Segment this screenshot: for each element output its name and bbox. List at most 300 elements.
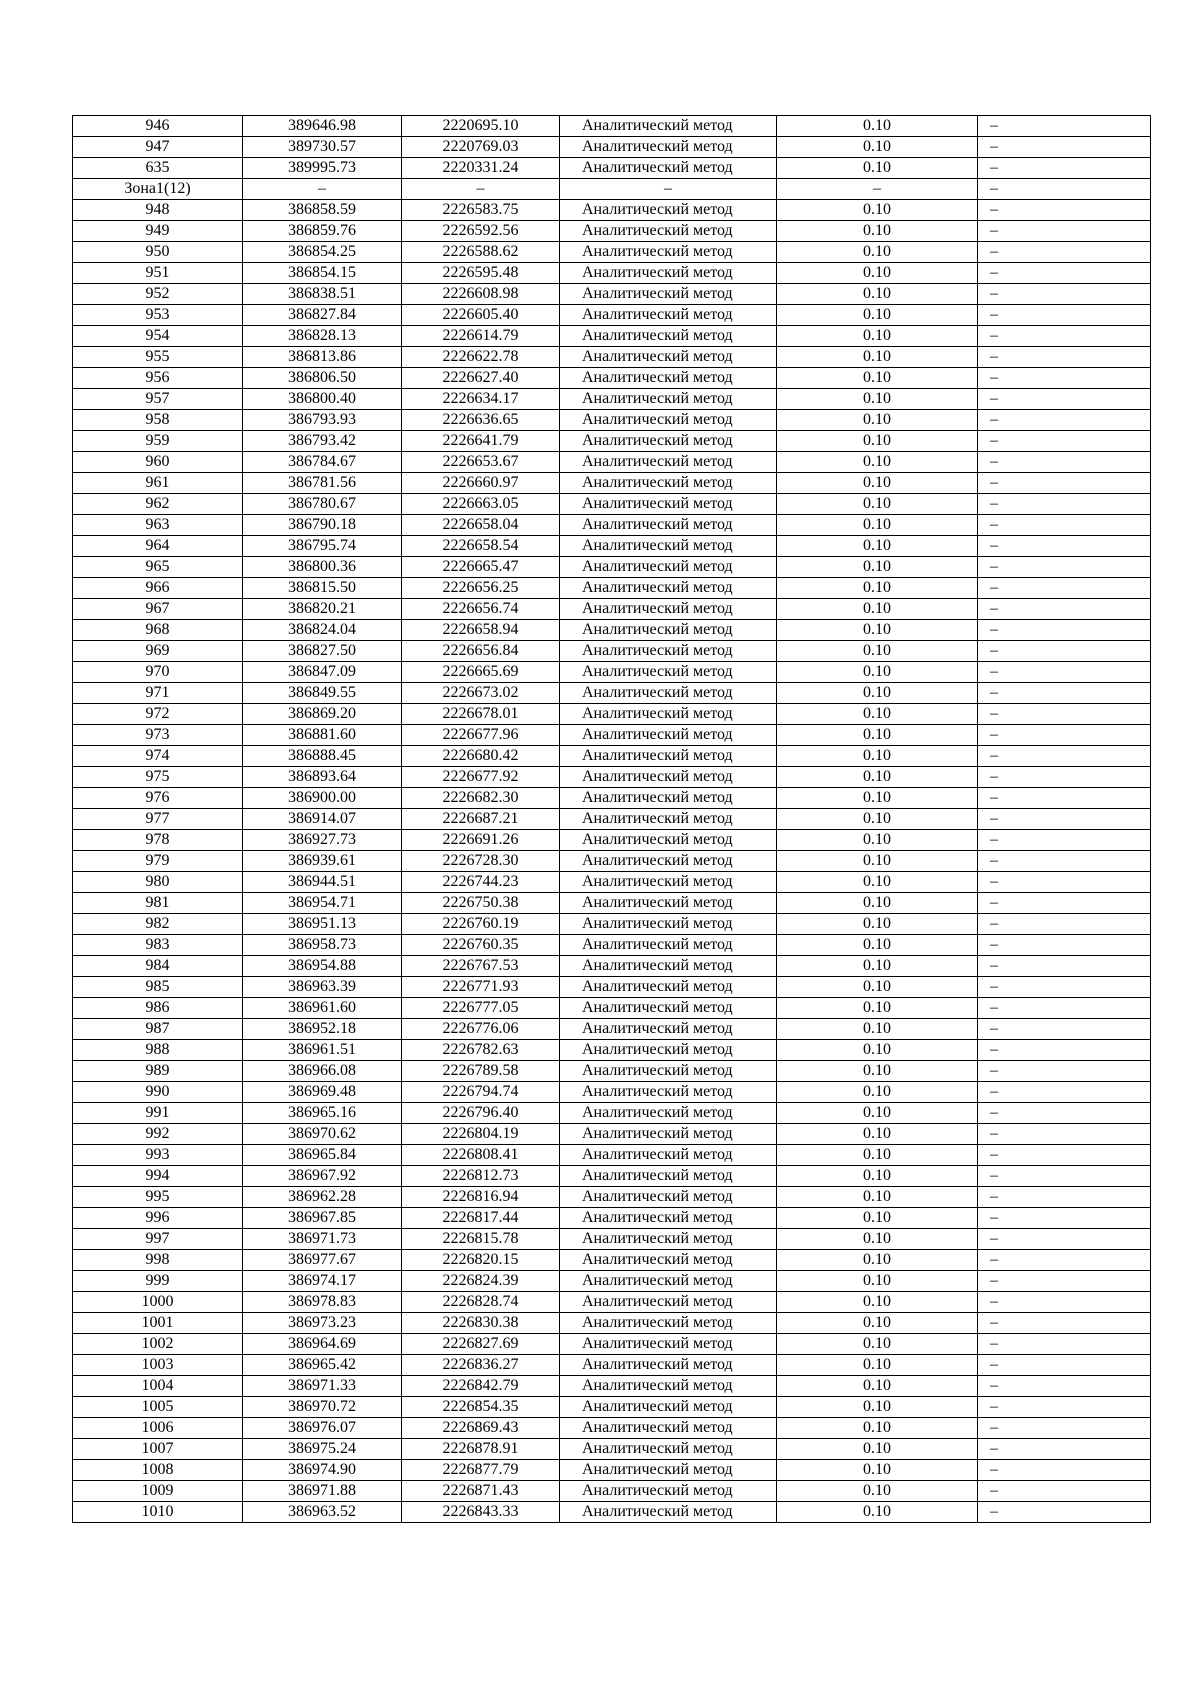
x-coordinate-cell: 386800.40 <box>243 389 402 410</box>
precision-cell: 0.10 <box>777 557 978 578</box>
x-coordinate-cell: 386914.07 <box>243 809 402 830</box>
point-number-cell: 952 <box>73 284 243 305</box>
method-cell: Аналитический метод <box>560 872 777 893</box>
precision-cell: 0.10 <box>777 1208 978 1229</box>
y-coordinate-cell: 2226777.05 <box>402 998 560 1019</box>
table-row <box>73 1187 1151 1208</box>
point-number-cell: 962 <box>73 494 243 515</box>
x-coordinate-cell: 386838.51 <box>243 284 402 305</box>
y-coordinate-cell: 2226658.54 <box>402 536 560 557</box>
method-cell: Аналитический метод <box>560 704 777 725</box>
table-row <box>73 1124 1151 1145</box>
precision-cell: 0.10 <box>777 1502 978 1523</box>
x-coordinate-cell: 386954.88 <box>243 956 402 977</box>
method-cell: Аналитический метод <box>560 620 777 641</box>
y-coordinate-cell: 2226878.91 <box>402 1439 560 1460</box>
precision-cell: 0.10 <box>777 683 978 704</box>
method-cell: Аналитический метод <box>560 515 777 536</box>
table-row <box>73 746 1151 767</box>
x-coordinate-cell: 386961.51 <box>243 1040 402 1061</box>
x-coordinate-cell: 386847.09 <box>243 662 402 683</box>
point-number-cell: 975 <box>73 767 243 788</box>
note-cell: – <box>978 1271 1151 1292</box>
point-number-cell: 1004 <box>73 1376 243 1397</box>
x-coordinate-cell: 386951.13 <box>243 914 402 935</box>
y-coordinate-cell: 2226656.84 <box>402 641 560 662</box>
x-coordinate-cell: 386800.36 <box>243 557 402 578</box>
method-cell: Аналитический метод <box>560 914 777 935</box>
table-row <box>73 1061 1151 1082</box>
method-cell: Аналитический метод <box>560 431 777 452</box>
table-row <box>73 1334 1151 1355</box>
method-cell: Аналитический метод <box>560 1229 777 1250</box>
method-cell: Аналитический метод <box>560 452 777 473</box>
point-number-cell: 971 <box>73 683 243 704</box>
point-number-cell: 635 <box>73 158 243 179</box>
y-coordinate-cell: 2226678.01 <box>402 704 560 725</box>
method-cell: Аналитический метод <box>560 662 777 683</box>
method-cell: Аналитический метод <box>560 116 777 137</box>
method-cell: Аналитический метод <box>560 956 777 977</box>
y-coordinate-cell: 2226680.42 <box>402 746 560 767</box>
method-cell: Аналитический метод <box>560 830 777 851</box>
y-coordinate-cell: 2226869.43 <box>402 1418 560 1439</box>
y-coordinate-cell: 2226808.41 <box>402 1145 560 1166</box>
y-coordinate-cell: 2226776.06 <box>402 1019 560 1040</box>
method-cell: Аналитический метод <box>560 1397 777 1418</box>
x-coordinate-cell: 386977.67 <box>243 1250 402 1271</box>
x-coordinate-cell: 386970.72 <box>243 1397 402 1418</box>
precision-cell: 0.10 <box>777 1019 978 1040</box>
table-row <box>73 1103 1151 1124</box>
note-cell: – <box>978 914 1151 935</box>
point-number-cell: 999 <box>73 1271 243 1292</box>
x-coordinate-cell: 386806.50 <box>243 368 402 389</box>
method-cell: Аналитический метод <box>560 1313 777 1334</box>
table-row <box>73 179 1151 200</box>
table-row <box>73 914 1151 935</box>
note-cell: – <box>978 221 1151 242</box>
method-cell: Аналитический метод <box>560 200 777 221</box>
method-cell: Аналитический метод <box>560 389 777 410</box>
table-row <box>73 809 1151 830</box>
note-cell: – <box>978 284 1151 305</box>
method-cell: Аналитический метод <box>560 1250 777 1271</box>
x-coordinate-cell: 386828.13 <box>243 326 402 347</box>
note-cell: – <box>978 1229 1151 1250</box>
precision-cell: 0.10 <box>777 851 978 872</box>
y-coordinate-cell: 2226828.74 <box>402 1292 560 1313</box>
method-cell: Аналитический метод <box>560 347 777 368</box>
precision-cell: 0.10 <box>777 1355 978 1376</box>
y-coordinate-cell: 2226663.05 <box>402 494 560 515</box>
table-row <box>73 599 1151 620</box>
note-cell: – <box>978 788 1151 809</box>
table-row <box>73 1208 1151 1229</box>
method-cell: Аналитический метод <box>560 242 777 263</box>
x-coordinate-cell: 386971.33 <box>243 1376 402 1397</box>
point-number-cell: 1000 <box>73 1292 243 1313</box>
x-coordinate-cell: 386780.67 <box>243 494 402 515</box>
point-number-cell: 949 <box>73 221 243 242</box>
point-number-cell: 1003 <box>73 1355 243 1376</box>
y-coordinate-cell: 2226687.21 <box>402 809 560 830</box>
note-cell: – <box>978 389 1151 410</box>
y-coordinate-cell: 2220695.10 <box>402 116 560 137</box>
precision-cell: 0.10 <box>777 431 978 452</box>
note-cell: – <box>978 1061 1151 1082</box>
method-cell: Аналитический метод <box>560 1019 777 1040</box>
x-coordinate-cell: 386971.88 <box>243 1481 402 1502</box>
point-number-cell: 1006 <box>73 1418 243 1439</box>
precision-cell: 0.10 <box>777 872 978 893</box>
y-coordinate-cell: 2226636.65 <box>402 410 560 431</box>
y-coordinate-cell: 2220769.03 <box>402 137 560 158</box>
x-coordinate-cell: 386969.48 <box>243 1082 402 1103</box>
precision-cell: 0.10 <box>777 221 978 242</box>
method-cell: Аналитический метод <box>560 326 777 347</box>
table-row <box>73 1355 1151 1376</box>
note-cell: – <box>978 1397 1151 1418</box>
note-cell: – <box>978 242 1151 263</box>
note-cell: – <box>978 1460 1151 1481</box>
point-number-cell: 987 <box>73 1019 243 1040</box>
table-row <box>73 1502 1151 1523</box>
x-coordinate-cell: 386859.76 <box>243 221 402 242</box>
note-cell: – <box>978 179 1151 200</box>
note-cell: – <box>978 1082 1151 1103</box>
table-row <box>73 1418 1151 1439</box>
precision-cell: 0.10 <box>777 242 978 263</box>
table-row <box>73 221 1151 242</box>
x-coordinate-cell: 386815.50 <box>243 578 402 599</box>
point-number-cell: 1008 <box>73 1460 243 1481</box>
method-cell: Аналитический метод <box>560 1145 777 1166</box>
precision-cell: 0.10 <box>777 452 978 473</box>
note-cell: – <box>978 998 1151 1019</box>
x-coordinate-cell: 386961.60 <box>243 998 402 1019</box>
note-cell: – <box>978 893 1151 914</box>
point-number-cell: 963 <box>73 515 243 536</box>
point-number-cell: 968 <box>73 620 243 641</box>
y-coordinate-cell: 2226634.17 <box>402 389 560 410</box>
table-row <box>73 767 1151 788</box>
x-coordinate-cell: 386813.86 <box>243 347 402 368</box>
point-number-cell: 953 <box>73 305 243 326</box>
x-coordinate-cell: 386927.73 <box>243 830 402 851</box>
note-cell: – <box>978 725 1151 746</box>
precision-cell: 0.10 <box>777 809 978 830</box>
precision-cell: 0.10 <box>777 1481 978 1502</box>
point-number-cell: 966 <box>73 578 243 599</box>
x-coordinate-cell: 386962.28 <box>243 1187 402 1208</box>
precision-cell: 0.10 <box>777 326 978 347</box>
point-number-cell: 980 <box>73 872 243 893</box>
x-coordinate-cell: 389730.57 <box>243 137 402 158</box>
table-row <box>73 347 1151 368</box>
precision-cell: 0.10 <box>777 725 978 746</box>
y-coordinate-cell: 2226794.74 <box>402 1082 560 1103</box>
method-cell: Аналитический метод <box>560 1418 777 1439</box>
y-coordinate-cell: 2226820.15 <box>402 1250 560 1271</box>
point-number-cell: 959 <box>73 431 243 452</box>
y-coordinate-cell: 2226583.75 <box>402 200 560 221</box>
x-coordinate-cell: 386963.39 <box>243 977 402 998</box>
note-cell: – <box>978 767 1151 788</box>
precision-cell: 0.10 <box>777 1103 978 1124</box>
method-cell: Аналитический метод <box>560 494 777 515</box>
x-coordinate-cell: 386869.20 <box>243 704 402 725</box>
note-cell: – <box>978 1481 1151 1502</box>
table-row <box>73 284 1151 305</box>
table-row <box>73 662 1151 683</box>
method-cell: Аналитический метод <box>560 1292 777 1313</box>
x-coordinate-cell: 386974.90 <box>243 1460 402 1481</box>
precision-cell: 0.10 <box>777 284 978 305</box>
x-coordinate-cell: 386888.45 <box>243 746 402 767</box>
method-cell: Аналитический метод <box>560 557 777 578</box>
y-coordinate-cell: 2226804.19 <box>402 1124 560 1145</box>
note-cell: – <box>978 956 1151 977</box>
note-cell: – <box>978 1145 1151 1166</box>
coordinates-table <box>72 115 1151 1523</box>
note-cell: – <box>978 1376 1151 1397</box>
table-row <box>73 515 1151 536</box>
x-coordinate-cell: – <box>243 179 402 200</box>
x-coordinate-cell: 386954.71 <box>243 893 402 914</box>
y-coordinate-cell: 2226871.43 <box>402 1481 560 1502</box>
point-number-cell: 976 <box>73 788 243 809</box>
x-coordinate-cell: 386781.56 <box>243 473 402 494</box>
note-cell: – <box>978 1418 1151 1439</box>
table-row <box>73 1292 1151 1313</box>
precision-cell: 0.10 <box>777 830 978 851</box>
y-coordinate-cell: 2226728.30 <box>402 851 560 872</box>
precision-cell: 0.10 <box>777 1460 978 1481</box>
table-row <box>73 116 1151 137</box>
x-coordinate-cell: 386881.60 <box>243 725 402 746</box>
y-coordinate-cell: 2226830.38 <box>402 1313 560 1334</box>
x-coordinate-cell: 386790.18 <box>243 515 402 536</box>
note-cell: – <box>978 1103 1151 1124</box>
note-cell: – <box>978 326 1151 347</box>
x-coordinate-cell: 386900.00 <box>243 788 402 809</box>
method-cell: Аналитический метод <box>560 305 777 326</box>
y-coordinate-cell: 2226677.96 <box>402 725 560 746</box>
note-cell: – <box>978 158 1151 179</box>
point-number-cell: 995 <box>73 1187 243 1208</box>
method-cell: Аналитический метод <box>560 1166 777 1187</box>
x-coordinate-cell: 389646.98 <box>243 116 402 137</box>
precision-cell: 0.10 <box>777 1334 978 1355</box>
note-cell: – <box>978 1166 1151 1187</box>
point-number-cell: 961 <box>73 473 243 494</box>
point-number-cell: 1002 <box>73 1334 243 1355</box>
x-coordinate-cell: 386795.74 <box>243 536 402 557</box>
point-number-cell: 973 <box>73 725 243 746</box>
x-coordinate-cell: 386958.73 <box>243 935 402 956</box>
method-cell: Аналитический метод <box>560 1376 777 1397</box>
precision-cell: 0.10 <box>777 998 978 1019</box>
method-cell: Аналитический метод <box>560 1124 777 1145</box>
table-row <box>73 1481 1151 1502</box>
table-row <box>73 368 1151 389</box>
note-cell: – <box>978 494 1151 515</box>
x-coordinate-cell: 386965.16 <box>243 1103 402 1124</box>
note-cell: – <box>978 368 1151 389</box>
method-cell: Аналитический метод <box>560 1502 777 1523</box>
note-cell: – <box>978 347 1151 368</box>
x-coordinate-cell: 386963.52 <box>243 1502 402 1523</box>
x-coordinate-cell: 386854.25 <box>243 242 402 263</box>
note-cell: – <box>978 557 1151 578</box>
table-row <box>73 1397 1151 1418</box>
x-coordinate-cell: 386966.08 <box>243 1061 402 1082</box>
precision-cell: 0.10 <box>777 1082 978 1103</box>
note-cell: – <box>978 620 1151 641</box>
point-number-cell: 998 <box>73 1250 243 1271</box>
method-cell: Аналитический метод <box>560 935 777 956</box>
coordinates-table-body <box>73 116 1151 1523</box>
method-cell: Аналитический метод <box>560 1271 777 1292</box>
note-cell: – <box>978 1313 1151 1334</box>
x-coordinate-cell: 386970.62 <box>243 1124 402 1145</box>
x-coordinate-cell: 386965.42 <box>243 1355 402 1376</box>
point-number-cell: 990 <box>73 1082 243 1103</box>
note-cell: – <box>978 851 1151 872</box>
y-coordinate-cell: 2226827.69 <box>402 1334 560 1355</box>
x-coordinate-cell: 386824.04 <box>243 620 402 641</box>
precision-cell: 0.10 <box>777 893 978 914</box>
note-cell: – <box>978 1208 1151 1229</box>
x-coordinate-cell: 386793.93 <box>243 410 402 431</box>
y-coordinate-cell: 2226588.62 <box>402 242 560 263</box>
y-coordinate-cell: 2226627.40 <box>402 368 560 389</box>
table-row <box>73 536 1151 557</box>
method-cell: Аналитический метод <box>560 1187 777 1208</box>
method-cell: Аналитический метод <box>560 725 777 746</box>
precision-cell: 0.10 <box>777 1376 978 1397</box>
precision-cell: 0.10 <box>777 1166 978 1187</box>
point-number-cell: 956 <box>73 368 243 389</box>
y-coordinate-cell: 2226595.48 <box>402 263 560 284</box>
point-number-cell: 989 <box>73 1061 243 1082</box>
y-coordinate-cell: 2226665.69 <box>402 662 560 683</box>
y-coordinate-cell: 2226592.56 <box>402 221 560 242</box>
method-cell: Аналитический метод <box>560 536 777 557</box>
point-number-cell: 948 <box>73 200 243 221</box>
note-cell: – <box>978 431 1151 452</box>
y-coordinate-cell: 2226836.27 <box>402 1355 560 1376</box>
x-coordinate-cell: 386973.23 <box>243 1313 402 1334</box>
precision-cell: 0.10 <box>777 977 978 998</box>
precision-cell: 0.10 <box>777 1145 978 1166</box>
note-cell: – <box>978 809 1151 830</box>
point-number-cell: 958 <box>73 410 243 431</box>
y-coordinate-cell: 2226824.39 <box>402 1271 560 1292</box>
method-cell: Аналитический метод <box>560 578 777 599</box>
point-number-cell: 977 <box>73 809 243 830</box>
method-cell: Аналитический метод <box>560 473 777 494</box>
precision-cell: 0.10 <box>777 1250 978 1271</box>
method-cell: Аналитический метод <box>560 1040 777 1061</box>
note-cell: – <box>978 1334 1151 1355</box>
note-cell: – <box>978 473 1151 494</box>
y-coordinate-cell: 2226782.63 <box>402 1040 560 1061</box>
point-number-cell: 1007 <box>73 1439 243 1460</box>
table-row <box>73 1229 1151 1250</box>
precision-cell: 0.10 <box>777 368 978 389</box>
precision-cell: 0.10 <box>777 494 978 515</box>
y-coordinate-cell: 2226658.94 <box>402 620 560 641</box>
precision-cell: 0.10 <box>777 767 978 788</box>
point-number-cell: 1009 <box>73 1481 243 1502</box>
table-row <box>73 1166 1151 1187</box>
y-coordinate-cell: 2226665.47 <box>402 557 560 578</box>
y-coordinate-cell: 2226854.35 <box>402 1397 560 1418</box>
table-row <box>73 473 1151 494</box>
note-cell: – <box>978 641 1151 662</box>
precision-cell: 0.10 <box>777 662 978 683</box>
table-row <box>73 1019 1151 1040</box>
table-row <box>73 641 1151 662</box>
table-row <box>73 851 1151 872</box>
table-row <box>73 956 1151 977</box>
table-row <box>73 389 1151 410</box>
y-coordinate-cell: 2226812.73 <box>402 1166 560 1187</box>
method-cell: Аналитический метод <box>560 158 777 179</box>
y-coordinate-cell: 2226760.35 <box>402 935 560 956</box>
x-coordinate-cell: 386965.84 <box>243 1145 402 1166</box>
x-coordinate-cell: 386964.69 <box>243 1334 402 1355</box>
precision-cell: 0.10 <box>777 116 978 137</box>
point-number-cell: 946 <box>73 116 243 137</box>
precision-cell: 0.10 <box>777 1040 978 1061</box>
table-row <box>73 872 1151 893</box>
x-coordinate-cell: 386976.07 <box>243 1418 402 1439</box>
method-cell: Аналитический метод <box>560 767 777 788</box>
method-cell: Аналитический метод <box>560 1481 777 1502</box>
method-cell: Аналитический метод <box>560 746 777 767</box>
method-cell: Аналитический метод <box>560 221 777 242</box>
note-cell: – <box>978 935 1151 956</box>
point-number-cell: 965 <box>73 557 243 578</box>
method-cell: Аналитический метод <box>560 1355 777 1376</box>
point-number-cell: 955 <box>73 347 243 368</box>
precision-cell: 0.10 <box>777 473 978 494</box>
precision-cell: 0.10 <box>777 536 978 557</box>
precision-cell: 0.10 <box>777 788 978 809</box>
note-cell: – <box>978 515 1151 536</box>
y-coordinate-cell: 2226682.30 <box>402 788 560 809</box>
x-coordinate-cell: 386975.24 <box>243 1439 402 1460</box>
table-row <box>73 410 1151 431</box>
point-number-cell: 992 <box>73 1124 243 1145</box>
precision-cell: 0.10 <box>777 599 978 620</box>
y-coordinate-cell: 2226877.79 <box>402 1460 560 1481</box>
method-cell: Аналитический метод <box>560 1208 777 1229</box>
precision-cell: 0.10 <box>777 1418 978 1439</box>
table-row <box>73 620 1151 641</box>
point-number-cell: 964 <box>73 536 243 557</box>
x-coordinate-cell: 386978.83 <box>243 1292 402 1313</box>
note-cell: – <box>978 704 1151 725</box>
y-coordinate-cell: 2220331.24 <box>402 158 560 179</box>
point-number-cell: 978 <box>73 830 243 851</box>
point-number-cell: Зона1(12) <box>73 179 243 200</box>
precision-cell: 0.10 <box>777 641 978 662</box>
y-coordinate-cell: 2226815.78 <box>402 1229 560 1250</box>
